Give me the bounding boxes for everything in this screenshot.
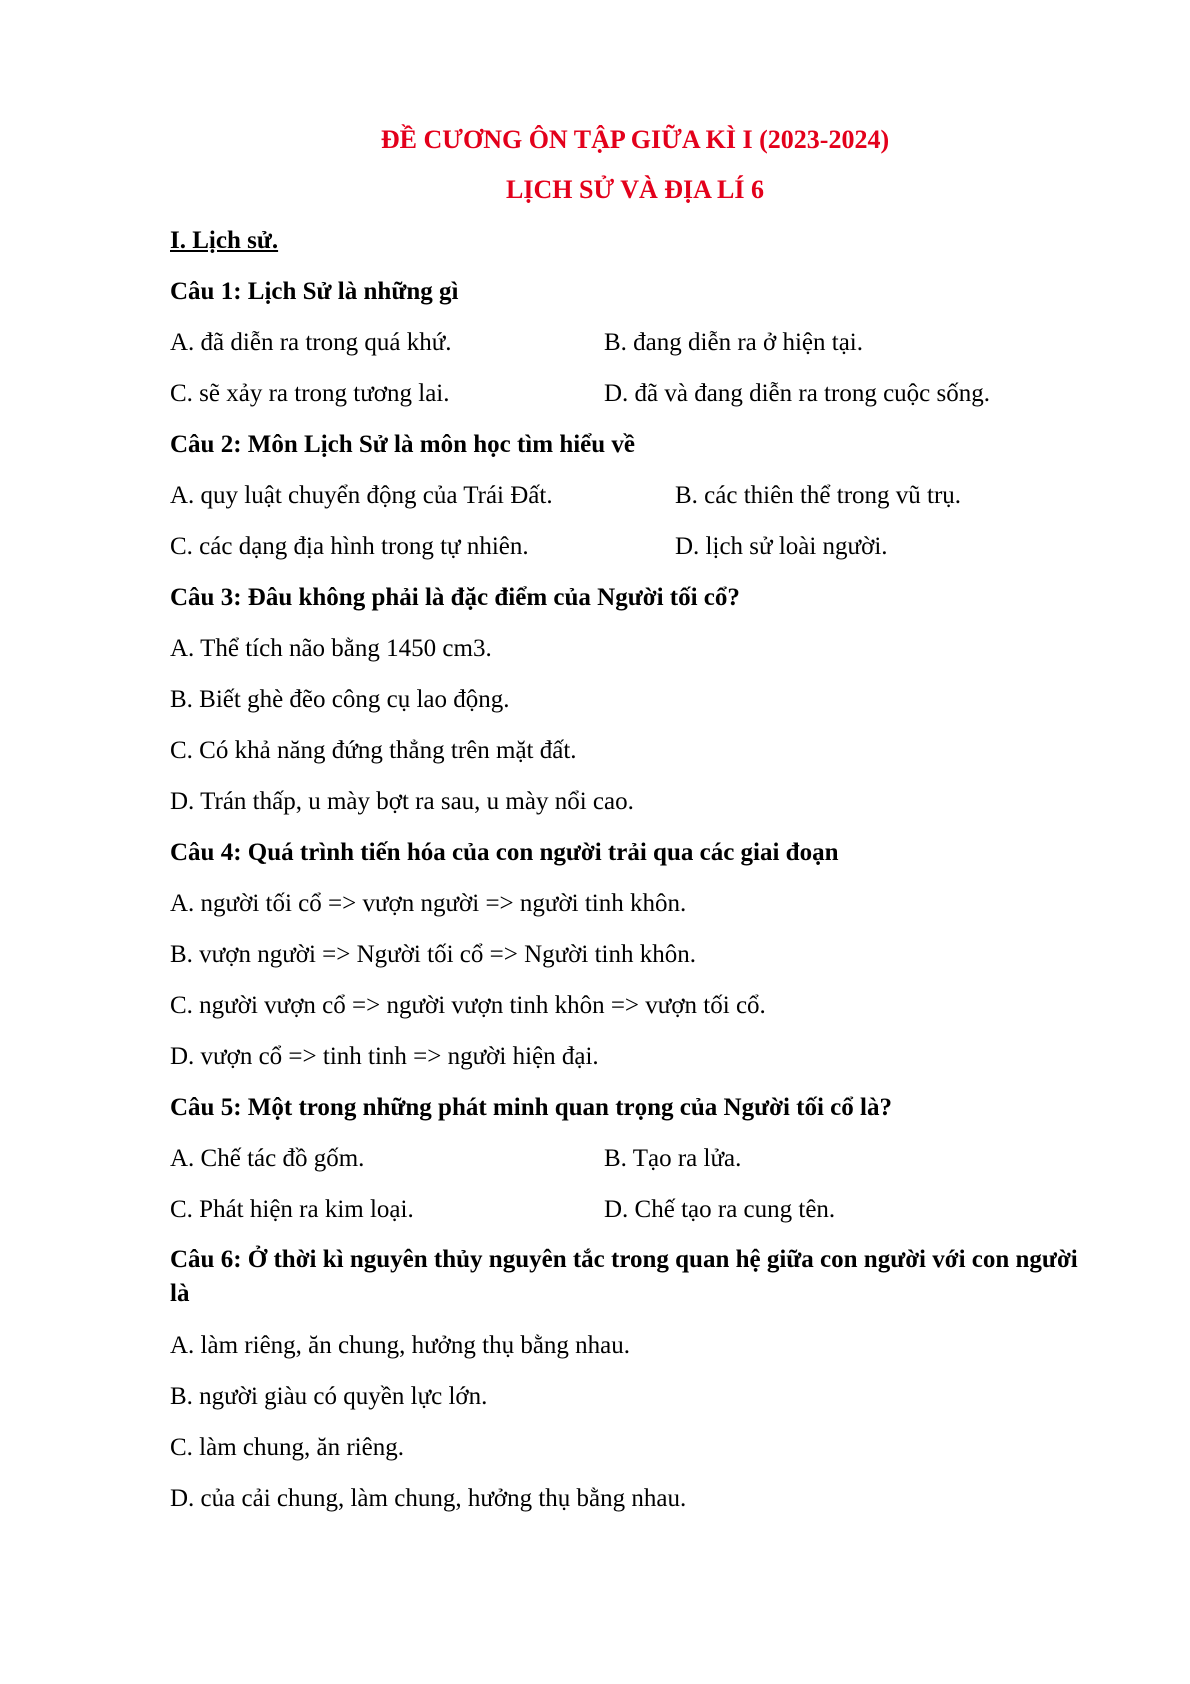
question-3 bbox=[170, 572, 1100, 827]
document-title-line-2: LỊCH SỬ VÀ ĐỊA LÍ 6 bbox=[506, 175, 764, 204]
option-b: B. các thiên thể trong vũ trụ. bbox=[675, 482, 962, 509]
option-d: D. lịch sử loài người. bbox=[675, 533, 888, 560]
option-row bbox=[170, 368, 1100, 419]
question-stem: Câu 3: Đâu không phải là đặc điểm của Người tối cổ? bbox=[170, 584, 740, 611]
question-1 bbox=[170, 266, 1100, 419]
option-a: A. quy luật chuyển động của Trái Đất. bbox=[170, 482, 553, 509]
document-title-line-1: ĐỀ CƯƠNG ÔN TẬP GIỮA KÌ I (2023-2024) bbox=[380, 125, 890, 154]
option-b: B. Biết ghè đẽo công cụ lao động. bbox=[170, 686, 510, 713]
option-c: C. Có khả năng đứng thẳng trên mặt đất. bbox=[170, 737, 577, 764]
option-c: C. làm chung, ăn riêng. bbox=[170, 1434, 404, 1461]
question-stem: Câu 4: Quá trình tiến hóa của con người trải qua các giai đoạn bbox=[170, 839, 839, 866]
question-2 bbox=[170, 419, 1100, 572]
question-4 bbox=[170, 827, 1100, 1082]
option-row bbox=[170, 521, 1100, 572]
section-heading-history: I. Lịch sử. bbox=[170, 227, 279, 254]
option-b: B. đang diễn ra ở hiện tại. bbox=[604, 329, 863, 356]
option-a: A. người tối cổ => vượn người => người tinh khôn. bbox=[170, 890, 687, 917]
option-d: D. đã và đang diễn ra trong cuộc sống. bbox=[604, 380, 990, 407]
option-c: C. người vượn cổ => người vượn tinh khôn => vượn tối cổ. bbox=[170, 992, 766, 1019]
option-a: A. Chế tác đồ gốm. bbox=[170, 1145, 365, 1172]
question-stem: Câu 6: Ở thời kì nguyên thủy nguyên tắc trong quan hệ giữa con người với con người là bbox=[170, 1246, 1078, 1307]
option-d: D. vượn cổ => tinh tinh => người hiện đại. bbox=[170, 1043, 599, 1070]
question-6 bbox=[170, 1235, 1100, 1524]
option-b: B. vượn người => Người tối cổ => Người tinh khôn. bbox=[170, 941, 696, 968]
question-5 bbox=[170, 1082, 1100, 1235]
option-row bbox=[170, 317, 1100, 368]
option-row bbox=[170, 1184, 1100, 1235]
option-row bbox=[170, 470, 1100, 521]
option-c: C. Phát hiện ra kim loại. bbox=[170, 1196, 414, 1223]
option-b: B. Tạo ra lửa. bbox=[604, 1145, 742, 1172]
question-stem: Câu 2: Môn Lịch Sử là môn học tìm hiểu về bbox=[170, 431, 636, 458]
option-c: C. các dạng địa hình trong tự nhiên. bbox=[170, 533, 529, 560]
question-stem: Câu 5: Một trong những phát minh quan trọng của Người tối cổ là? bbox=[170, 1094, 892, 1121]
option-d: D. Trán thấp, u mày bợt ra sau, u mày nổi cao. bbox=[170, 788, 634, 815]
option-d: D. của cải chung, làm chung, hưởng thụ bằng nhau. bbox=[170, 1485, 687, 1512]
option-a: A. làm riêng, ăn chung, hưởng thụ bằng nhau. bbox=[170, 1332, 631, 1359]
option-c: C. sẽ xảy ra trong tương lai. bbox=[170, 380, 450, 407]
option-a: A. Thể tích não bằng 1450 cm3. bbox=[170, 635, 492, 662]
option-row bbox=[170, 1133, 1100, 1184]
option-a: A. đã diễn ra trong quá khứ. bbox=[170, 329, 452, 356]
option-b: B. người giàu có quyền lực lớn. bbox=[170, 1383, 488, 1410]
option-d: D. Chế tạo ra cung tên. bbox=[604, 1196, 836, 1223]
question-stem: Câu 1: Lịch Sử là những gì bbox=[170, 278, 459, 305]
